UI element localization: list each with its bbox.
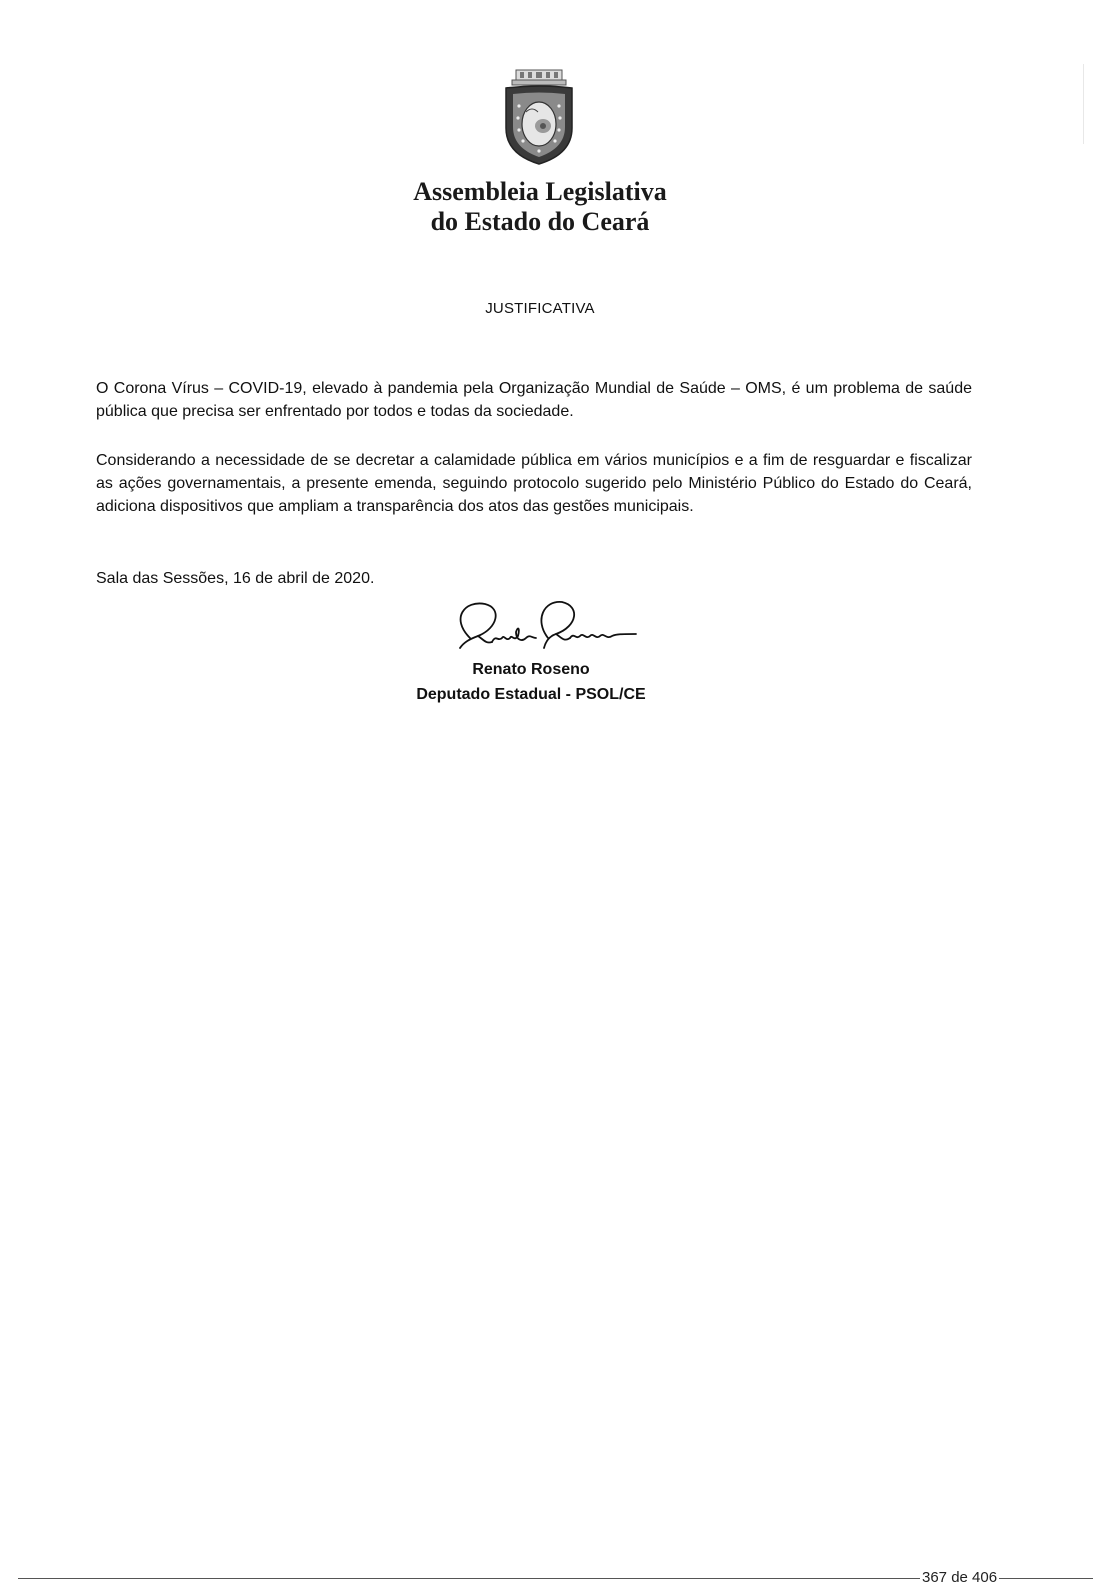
signer-role: Deputado Estadual - PSOL/CE xyxy=(416,686,646,703)
institution-name-line2: do Estado do Ceará xyxy=(430,207,650,236)
signer-name: Renato Roseno xyxy=(472,661,590,678)
scan-edge-mark xyxy=(1083,64,1084,144)
institution-name-line1: Assembleia Legislativa xyxy=(413,177,667,206)
paragraph-2: Considerando a necessidade de se decretar a calamidade pública em vários municípios e a fim de resguardar e fiscalizar as ações governamentais, a presente emenda, seguindo protocolo sugerido pelo Ministério Público do Estado do Ceará, adiciona dispositivos que ampliam a transparência dos atos das gestões municipais. xyxy=(96,452,972,515)
page-counter: 367 de 406 xyxy=(922,1569,998,1586)
document-title: JUSTIFICATIVA xyxy=(485,300,595,317)
handwritten-signature xyxy=(440,598,645,668)
dateline: Sala das Sessões, 16 de abril de 2020. xyxy=(96,570,375,587)
state-coat-of-arms-icon xyxy=(496,66,582,166)
paragraph-1: O Corona Vírus – COVID-19, elevado à pandemia pela Organização Mundial de Saúde – OMS, é um problema de saúde pública que precisa ser enfrentado por todos e todas da sociedade. xyxy=(96,380,972,420)
